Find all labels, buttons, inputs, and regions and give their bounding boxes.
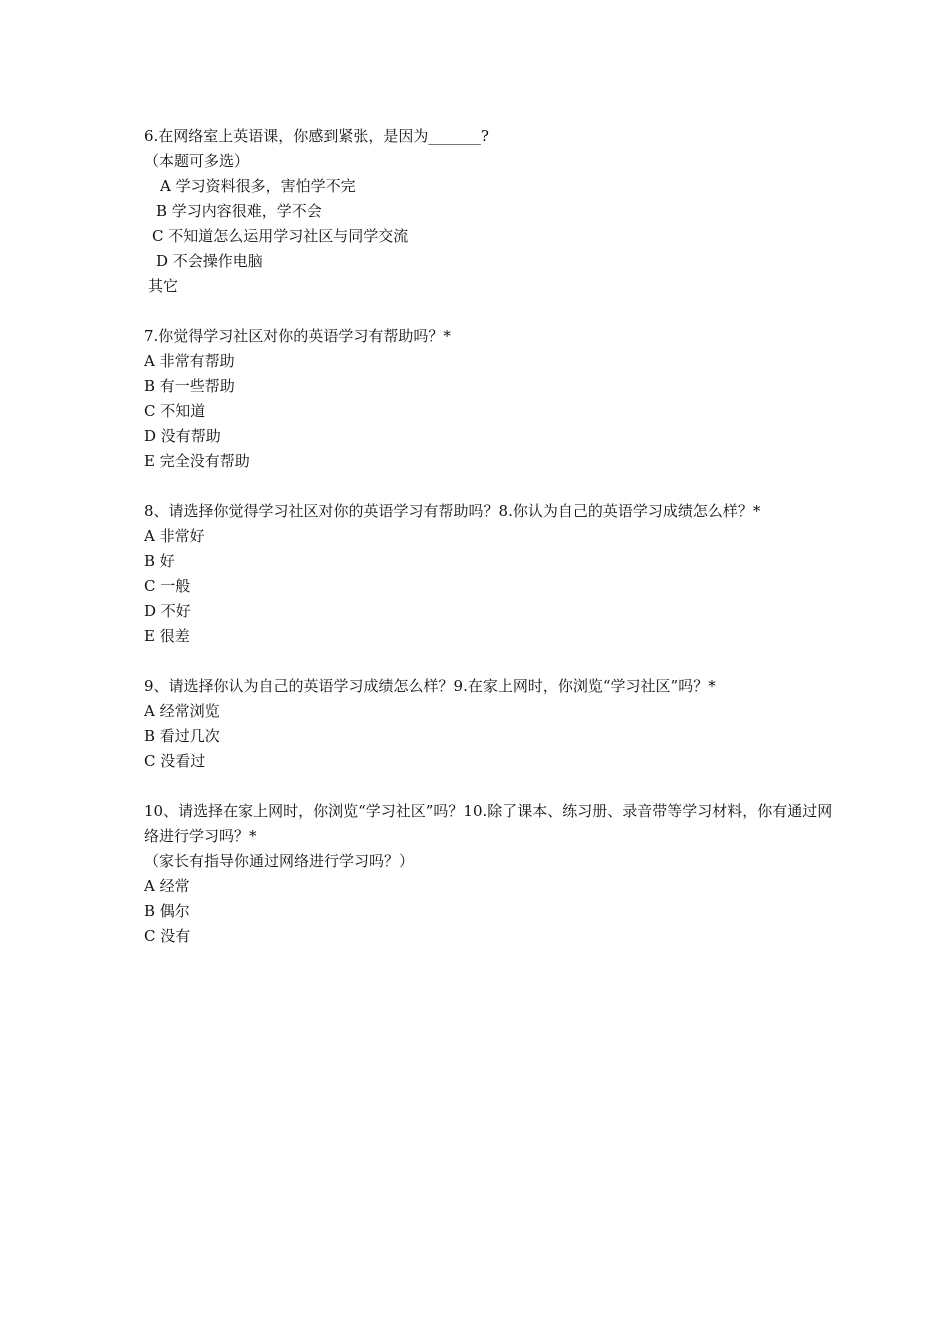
question-note: （本题可多选） (144, 152, 250, 170)
option-c: C 一般 (144, 577, 191, 595)
question-6 (144, 124, 834, 299)
option-a: A 非常好 (144, 527, 205, 545)
option-b: B 偶尔 (144, 902, 190, 920)
question-title: 6.在网络室上英语课，你感到紧张，是因为_______? (144, 127, 489, 145)
option-d: D 不会操作电脑 (156, 252, 263, 270)
option-b: B 看过几次 (144, 727, 220, 745)
question-title: 8、请选择你觉得学习社区对你的英语学习有帮助吗？8.你认为自己的英语学习成绩怎么样？* (144, 502, 761, 520)
option-c: C 没看过 (144, 752, 206, 770)
option-a: A 经常 (144, 877, 190, 895)
survey-content (144, 124, 834, 974)
option-a: A 经常浏览 (144, 702, 220, 720)
option-e: E 完全没有帮助 (144, 452, 250, 470)
option-a: A 非常有帮助 (144, 352, 235, 370)
option-other: 其它 (148, 277, 179, 295)
question-title: 9、请选择你认为自己的英语学习成绩怎么样？9.在家上网时，你浏览“学习社区”吗？* (144, 677, 716, 695)
option-b: B 有一些帮助 (144, 377, 235, 395)
question-note: （家长有指导你通过网络进行学习吗？） (144, 852, 415, 870)
option-b: B 学习内容很难，学不会 (156, 202, 322, 220)
question-7 (144, 324, 834, 474)
question-title: 10、请选择在家上网时，你浏览“学习社区”吗？10.除了课本、练习册、录音带等学习材料，你有通过网络进行学习吗？* (144, 802, 833, 845)
option-c: C 不知道 (144, 402, 206, 420)
option-c: C 没有 (144, 927, 191, 945)
question-8 (144, 499, 834, 649)
option-d: D 不好 (144, 602, 191, 620)
option-e: E 很差 (144, 627, 190, 645)
question-9 (144, 674, 834, 774)
question-title: 7.你觉得学习社区对你的英语学习有帮助吗？* (144, 327, 451, 345)
option-a: A 学习资料很多，害怕学不完 (160, 177, 356, 195)
option-c: C 不知道怎么运用学习社区与同学交流 (152, 227, 409, 245)
question-10 (144, 799, 834, 949)
option-b: B 好 (144, 552, 175, 570)
option-d: D 没有帮助 (144, 427, 221, 445)
